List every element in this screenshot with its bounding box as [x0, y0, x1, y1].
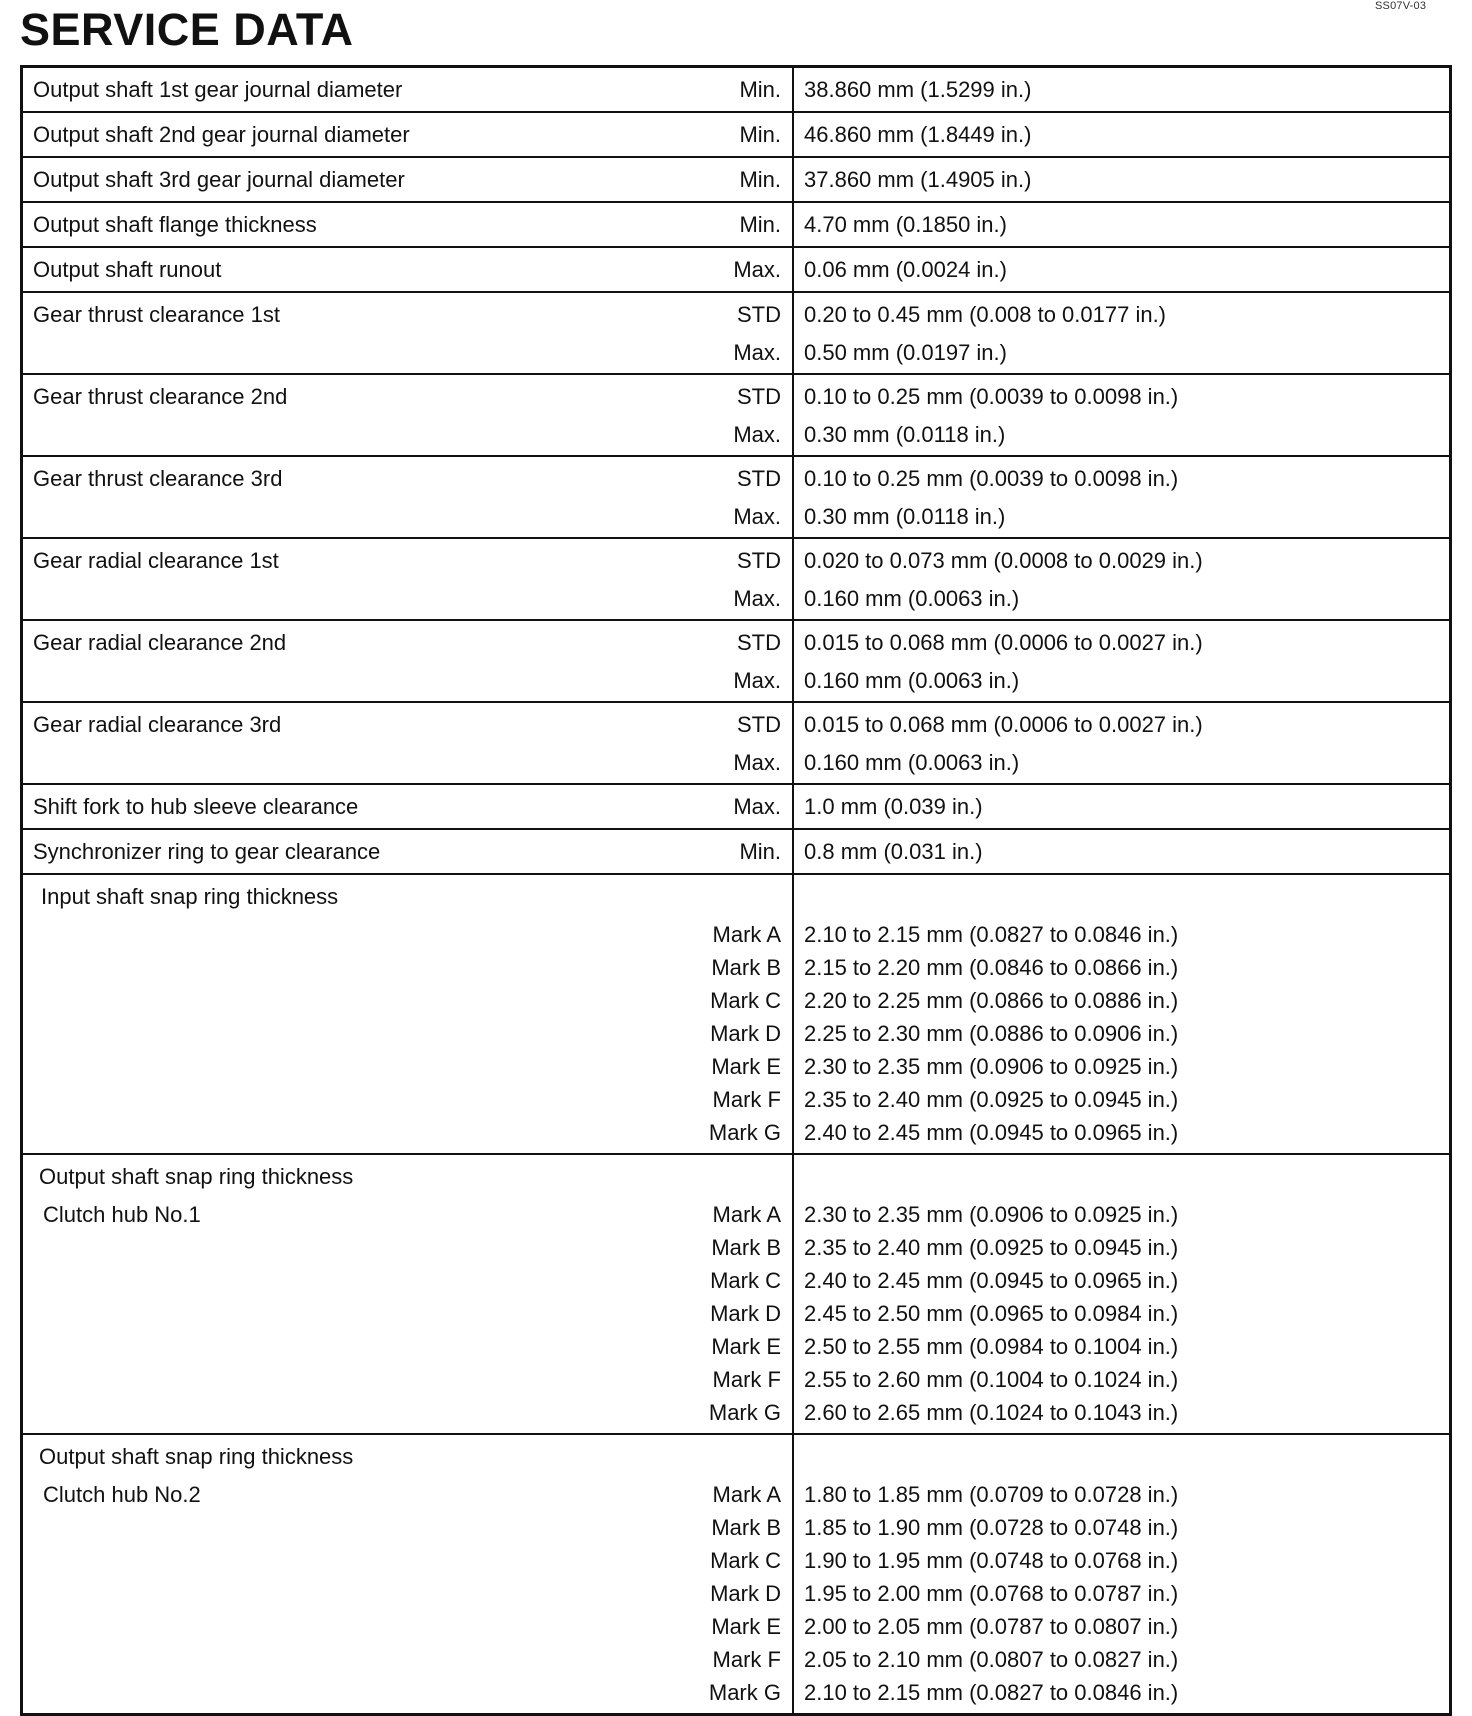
table-row [23, 246, 1449, 291]
table-row [23, 68, 1449, 111]
spec-name-cell [23, 68, 794, 111]
spec-value: 0.015 to 0.068 mm (0.0006 to 0.0027 in.) [804, 712, 1203, 737]
spec-value: 46.860 mm (1.8449 in.) [804, 122, 1032, 147]
mark-label: Mark E [711, 1334, 781, 1359]
spec-value-cell [794, 703, 1449, 783]
page-title: SERVICE DATA [20, 4, 354, 55]
snap-ring-group [23, 873, 1449, 1153]
spec-value: 0.020 to 0.073 mm (0.0008 to 0.0029 in.) [804, 548, 1203, 573]
mark-label: Mark D [710, 1301, 781, 1326]
spec-name: Gear radial clearance 1st [33, 548, 279, 573]
spec-name-cell [23, 203, 794, 246]
spec-name-cell [23, 457, 794, 537]
spec-name-cell [23, 703, 794, 783]
spec-name: Output shaft 1st gear journal diameter [33, 77, 403, 102]
snap-ring-name-cell [23, 1435, 794, 1713]
spec-value: 1.0 mm (0.039 in.) [804, 794, 983, 819]
spec-qualifier: Min. [739, 77, 781, 102]
table-row [23, 291, 1449, 373]
mark-label: Mark B [711, 1515, 781, 1540]
spec-name: Gear thrust clearance 1st [33, 302, 281, 327]
document-code: SS07V-03 [1375, 0, 1427, 12]
mark-label: Mark D [710, 1581, 781, 1606]
snap-ring-group-name: Output shaft snap ring thickness [39, 1444, 354, 1469]
spec-value-cell [794, 375, 1449, 455]
spec-name-cell [23, 158, 794, 201]
service-data-table [20, 65, 1452, 1716]
spec-qualifier: Max. [733, 750, 781, 775]
spec-value-cell [794, 539, 1449, 619]
spec-value: 0.30 mm (0.0118 in.) [804, 422, 1006, 447]
mark-label: Mark A [712, 1482, 781, 1507]
mark-label: Mark G [708, 1400, 781, 1425]
table-row [23, 828, 1449, 873]
table-row [23, 537, 1449, 619]
mark-value-list [794, 1155, 1449, 1433]
spec-qualifier: STD [737, 466, 781, 491]
spec-qualifier: STD [737, 548, 781, 573]
spec-name-cell [23, 785, 794, 828]
table-row [23, 619, 1449, 701]
spec-name-cell [23, 113, 794, 156]
spec-name: Output shaft 3rd gear journal diameter [33, 167, 405, 192]
mark-value: 2.45 to 2.50 mm (0.0965 to 0.0984 in.) [804, 1301, 1179, 1326]
spec-value-cell [794, 248, 1449, 291]
spec-value: 38.860 mm (1.5299 in.) [804, 77, 1032, 102]
snap-ring-group [23, 1153, 1449, 1433]
table-row [23, 111, 1449, 156]
mark-spacer [804, 1435, 1449, 1478]
spec-value: 0.015 to 0.068 mm (0.0006 to 0.0027 in.) [804, 630, 1203, 655]
spec-qualifier: Max. [733, 257, 781, 282]
spec-value: 0.160 mm (0.0063 in.) [804, 668, 1020, 693]
mark-label: Mark A [712, 922, 781, 947]
spec-qualifier: Max. [733, 422, 781, 447]
mark-value: 2.30 to 2.35 mm (0.0906 to 0.0925 in.) [804, 1054, 1179, 1079]
mark-spacer [804, 1155, 1449, 1198]
table-row [23, 455, 1449, 537]
spec-name-cell [23, 293, 794, 373]
mark-value: 2.10 to 2.15 mm (0.0827 to 0.0846 in.) [804, 922, 1179, 947]
spec-qualifier: Min. [739, 839, 781, 864]
mark-value-list [794, 875, 1449, 1153]
spec-value-cell [794, 457, 1449, 537]
mark-value: 2.30 to 2.35 mm (0.0906 to 0.0925 in.) [804, 1202, 1179, 1227]
spec-qualifier: Max. [733, 586, 781, 611]
spec-qualifier: Max. [733, 668, 781, 693]
snap-ring-name-cell [23, 875, 794, 1153]
snap-ring-group-name: Output shaft snap ring thickness [39, 1164, 354, 1189]
snap-ring-name-cell [23, 1155, 794, 1433]
spec-value: 0.160 mm (0.0063 in.) [804, 586, 1020, 611]
spec-value: 0.160 mm (0.0063 in.) [804, 750, 1020, 775]
mark-value: 2.20 to 2.25 mm (0.0866 to 0.0886 in.) [804, 988, 1179, 1013]
spec-name-cell [23, 830, 794, 873]
spec-value-cell [794, 158, 1449, 201]
spec-qualifier: STD [737, 384, 781, 409]
mark-value: 2.15 to 2.20 mm (0.0846 to 0.0866 in.) [804, 955, 1179, 980]
spec-value-cell [794, 785, 1449, 828]
spec-qualifier: STD [737, 302, 781, 327]
spec-value-cell [794, 621, 1449, 701]
mark-label: Mark G [708, 1120, 781, 1145]
mark-value: 2.05 to 2.10 mm (0.0807 to 0.0827 in.) [804, 1647, 1179, 1672]
spec-name: Gear radial clearance 3rd [33, 712, 282, 737]
spec-value: 0.10 to 0.25 mm (0.0039 to 0.0098 in.) [804, 466, 1179, 491]
mark-label: Mark B [711, 1235, 781, 1260]
spec-value: 0.06 mm (0.0024 in.) [804, 257, 1007, 282]
spec-value-cell [794, 293, 1449, 373]
spec-qualifier: Max. [733, 340, 781, 365]
mark-label: Mark C [710, 1548, 781, 1573]
mark-label: Mark A [712, 1202, 781, 1227]
mark-label: Mark C [710, 1268, 781, 1293]
spec-value: 0.30 mm (0.0118 in.) [804, 504, 1006, 529]
spec-name: Output shaft 2nd gear journal diameter [33, 122, 410, 147]
mark-label: Mark E [711, 1054, 781, 1079]
snap-ring-group-name: Input shaft snap ring thickness [41, 884, 339, 909]
mark-label: Mark F [712, 1367, 781, 1392]
mark-value: 2.40 to 2.45 mm (0.0945 to 0.0965 in.) [804, 1120, 1179, 1145]
spec-name: Synchronizer ring to gear clearance [33, 839, 381, 864]
spec-value-cell [794, 830, 1449, 873]
mark-value: 1.90 to 1.95 mm (0.0748 to 0.0768 in.) [804, 1548, 1179, 1573]
mark-value: 1.85 to 1.90 mm (0.0728 to 0.0748 in.) [804, 1515, 1179, 1540]
mark-label: Mark F [712, 1087, 781, 1112]
spec-name: Output shaft flange thickness [33, 212, 317, 237]
spec-name-cell [23, 248, 794, 291]
mark-value: 2.35 to 2.40 mm (0.0925 to 0.0945 in.) [804, 1087, 1179, 1112]
spec-name: Gear thrust clearance 2nd [33, 384, 288, 409]
mark-label: Mark C [710, 988, 781, 1013]
spec-qualifier: Min. [739, 167, 781, 192]
mark-label: Mark E [711, 1614, 781, 1639]
mark-label: Mark B [711, 955, 781, 980]
snap-ring-group [23, 1433, 1449, 1713]
mark-value: 2.50 to 2.55 mm (0.0984 to 0.1004 in.) [804, 1334, 1179, 1359]
snap-ring-clutch-hub: Clutch hub No.2 [43, 1482, 201, 1507]
mark-label: Mark D [710, 1021, 781, 1046]
spec-value-cell [794, 113, 1449, 156]
mark-value: 2.40 to 2.45 mm (0.0945 to 0.0965 in.) [804, 1268, 1179, 1293]
mark-value: 2.10 to 2.15 mm (0.0827 to 0.0846 in.) [804, 1680, 1179, 1705]
spec-value-cell [794, 68, 1449, 111]
spec-value: 0.50 mm (0.0197 in.) [804, 340, 1007, 365]
spec-qualifier: Min. [739, 122, 781, 147]
spec-value: 37.860 mm (1.4905 in.) [804, 167, 1032, 192]
spec-name-cell [23, 375, 794, 455]
mark-value: 2.35 to 2.40 mm (0.0925 to 0.0945 in.) [804, 1235, 1179, 1260]
spec-name: Gear thrust clearance 3rd [33, 466, 283, 491]
spec-name-cell [23, 621, 794, 701]
table-row [23, 156, 1449, 201]
snap-ring-clutch-hub: Clutch hub No.1 [43, 1202, 201, 1227]
mark-label: Mark G [708, 1680, 781, 1705]
table-row [23, 701, 1449, 783]
spec-qualifier: STD [737, 712, 781, 737]
spec-name: Shift fork to hub sleeve clearance [33, 794, 359, 819]
mark-spacer [804, 875, 1449, 918]
spec-value: 4.70 mm (0.1850 in.) [804, 212, 1007, 237]
spec-name-cell [23, 539, 794, 619]
spec-value: 0.20 to 0.45 mm (0.008 to 0.0177 in.) [804, 302, 1167, 327]
mark-value: 2.60 to 2.65 mm (0.1024 to 0.1043 in.) [804, 1400, 1179, 1425]
spec-name: Gear radial clearance 2nd [33, 630, 287, 655]
table-row [23, 373, 1449, 455]
spec-qualifier: Max. [733, 504, 781, 529]
mark-value: 1.95 to 2.00 mm (0.0768 to 0.0787 in.) [804, 1581, 1179, 1606]
spec-qualifier: STD [737, 630, 781, 655]
mark-label: Mark F [712, 1647, 781, 1672]
spec-value-cell [794, 203, 1449, 246]
spec-qualifier: Max. [733, 794, 781, 819]
spec-name: Output shaft runout [33, 257, 222, 282]
mark-value: 2.00 to 2.05 mm (0.0787 to 0.0807 in.) [804, 1614, 1179, 1639]
spec-value: 0.8 mm (0.031 in.) [804, 839, 983, 864]
spec-value: 0.10 to 0.25 mm (0.0039 to 0.0098 in.) [804, 384, 1179, 409]
spec-qualifier: Min. [739, 212, 781, 237]
table-row [23, 783, 1449, 828]
mark-value: 2.25 to 2.30 mm (0.0886 to 0.0906 in.) [804, 1021, 1179, 1046]
mark-value-list [794, 1435, 1449, 1713]
mark-value: 2.55 to 2.60 mm (0.1004 to 0.1024 in.) [804, 1367, 1179, 1392]
table-row [23, 201, 1449, 246]
mark-value: 1.80 to 1.85 mm (0.0709 to 0.0728 in.) [804, 1482, 1179, 1507]
